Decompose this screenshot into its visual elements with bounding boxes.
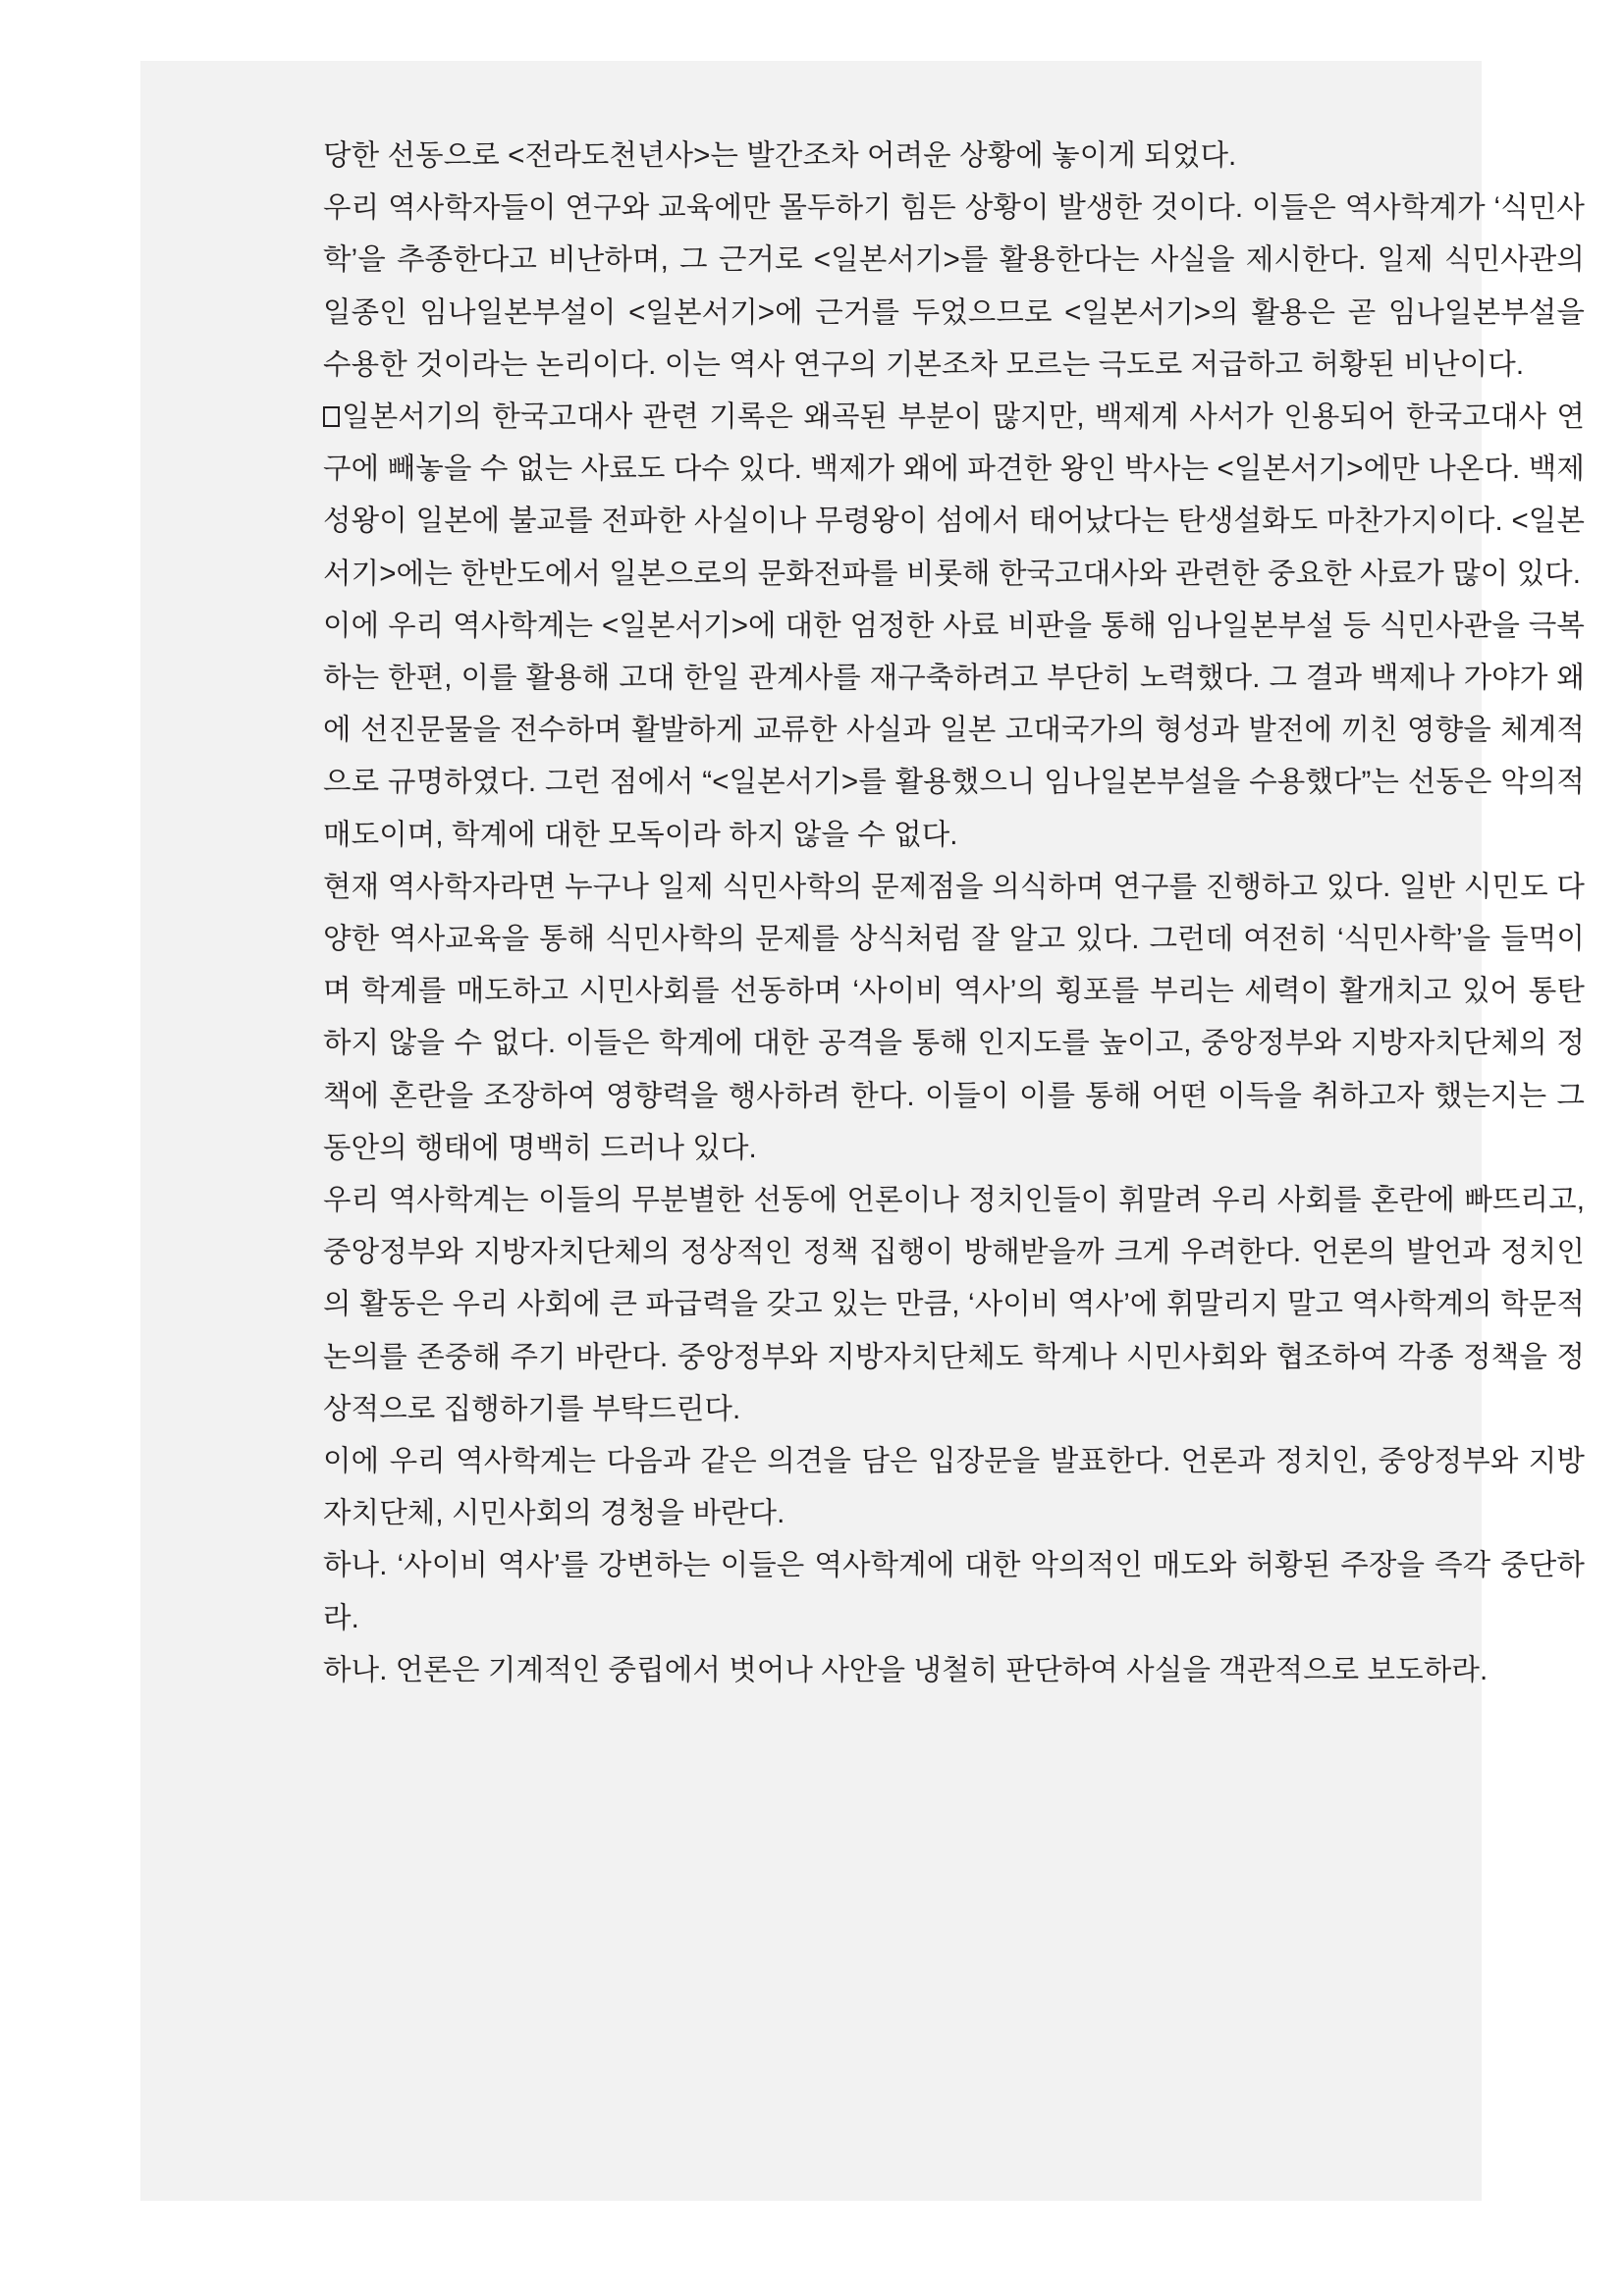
paragraph: 이에 우리 역사학계는 다음과 같은 의견을 담은 입장문을 발표한다. 언론과 정치인, 중앙정부와 지방자치단체, 시민사회의 경청을 바란다. <box>323 1445 1585 1530</box>
document-body <box>323 130 1585 1696</box>
paragraph: 당한 선동으로 <전라도천년사>는 발간조차 어려운 상황에 놓이게 되었다. <box>323 139 1237 172</box>
paragraph: 현재 역사학자라면 누구나 일제 식민사학의 문제점을 의식하며 연구를 진행하고 있다. 일반 시민도 다양한 역사교육을 통해 식민사학의 문제를 상식처럼 잘 알고 있다. 그런데 여전히 ‘식민사학’을 들먹이며 학계를 매도하고 시민사회를 선동하며 ‘사이비 역사’의 횡포를 부리는 세력이 활개치고 있어 통탄하지 않을 수 없다. 이들은 학계에 대한 공격을 통해 인지도를 높이고, 중앙정부와 지방자치단체의 정책에 혼란을 조장하여 영향력을 행사하려 한다. 이들이 이를 통해 어떤 이득을 취하고자 했는지는 그동안의 행태에 명백히 드러나 있다. <box>323 870 1585 1164</box>
paragraph: 우리 역사학자들이 연구와 교육에만 몰두하기 힘든 상황이 발생한 것이다. 이들은 역사학계가 ‘식민사학’을 추종한다고 비난하며, 그 근거로 <일본서기>를 활용한다는 사실을 제시한다. 일제 식민사관의 일종인 임나일본부설이 <일본서기>에 근거를 두었으므로 <일본서기>의 활용은 곧 임나일본부설을 수용한 것이라는 논리이다. 이는 역사 연구의 기본조차 모르는 극도로 저급하고 허황된 비난이다. <box>323 191 1585 381</box>
paragraph: 우리 역사학계는 이들의 무분별한 선동에 언론이나 정치인들이 휘말려 우리 사회를 혼란에 빠뜨리고, 중앙정부와 지방자치단체의 정상적인 정책 집행이 방해받을까 크게 우려한다. 언론의 발언과 정치인의 활동은 우리 사회에 큰 파급력을 갖고 있는 만큼, ‘사이비 역사’에 휘말리지 말고 역사학계의 학문적 논의를 존중해 주기 바란다. 중앙정부와 지방자치단체도 학계나 시민사회와 협조하여 각종 정책을 정상적으로 집행하기를 부탁드린다. <box>323 1184 1585 1425</box>
paragraph: 하나. 언론은 기계적인 중립에서 벗어나 사안을 냉철히 판단하여 사실을 객관적으로 보도하라. <box>323 1653 1489 1686</box>
paragraph: 하나. ‘사이비 역사’를 강변하는 이들은 역사학계에 대한 악의적인 매도와 허황된 주장을 즉각 중단하라. <box>323 1549 1585 1634</box>
page-sheet <box>140 61 1585 2201</box>
box-marker-icon <box>323 406 340 427</box>
paragraph: 이에 우리 역사학계는 <일본서기>에 대한 엄정한 사료 비판을 통해 임나일본부설 등 식민사관을 극복하는 한편, 이를 활용해 고대 한일 관계사를 재구축하려고 부단히 노력했다. 그 결과 백제나 가야가 왜에 선진문물을 전수하며 활발하게 교류한 사실과 일본 고대국가의 형성과 발전에 끼친 영향을 체계적으로 규명하였다. 그런 점에서 “<일본서기>를 활용했으니 임나일본부설을 수용했다”는 선동은 악의적 매도이며, 학계에 대한 모독이라 하지 않을 수 없다. <box>323 609 1585 851</box>
paragraph-with-box-marker <box>323 391 1585 600</box>
paragraph-text: 일본서기의 한국고대사 관련 기록은 왜곡된 부분이 많지만, 백제계 사서가 인용되어 한국고대사 연구에 빼놓을 수 없는 사료도 다수 있다. 백제가 왜에 파견한 왕인 박사는 <일본서기>에만 나온다. 백제 성왕이 일본에 불교를 전파한 사실이나 무령왕이 섬에서 태어났다는 탄생설화도 마찬가지이다. <일본서기>에는 한반도에서 일본으로의 문화전파를 비롯해 한국고대사와 관련한 중요한 사료가 많이 있다. <box>323 400 1585 590</box>
